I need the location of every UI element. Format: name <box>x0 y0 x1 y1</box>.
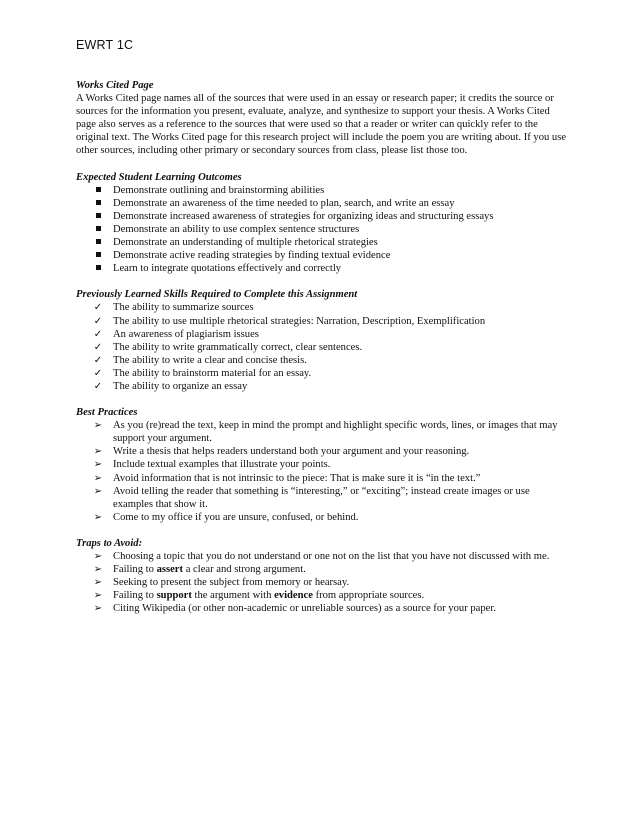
list-item-text: Demonstrate an ability to use complex sentence structures <box>113 223 360 235</box>
list-item-text: As you (re)read the text, keep in mind the prompt and highlight specific words, lines, or images that may support your argument. <box>113 420 558 445</box>
list-item <box>76 563 568 576</box>
checkmark-icon: ✓ <box>93 380 103 392</box>
emphasized-text: assert <box>156 564 184 576</box>
list-item-text: Demonstrate active reading strategies by finding textual evidence <box>113 250 391 262</box>
list-item-text: Learn to integrate quotations effectively and correctly <box>113 263 342 275</box>
skills-section <box>76 288 568 393</box>
list-item-text: the argument with <box>191 590 275 602</box>
arrow-bullet-icon: ➢ <box>93 459 103 471</box>
arrow-bullet-icon: ➢ <box>93 551 103 562</box>
list-item-text: Write a thesis that helps readers understand both your argument and your reasoning. <box>113 446 470 458</box>
square-bullet-icon <box>91 223 105 236</box>
list-item-text: Avoid information that is not intrinsic to the piece: That is make sure it is “in the text.” <box>113 472 481 484</box>
arrow-bullet-icon: ➢ <box>93 590 103 602</box>
list-item-text: Citing Wikipedia (or other non-academic or unreliable sources) as a source for your paper. <box>113 603 496 615</box>
arrow-bullet-icon: ➢ <box>93 485 103 497</box>
list-item-text: Demonstrate outlining and brainstorming abilities <box>113 184 325 196</box>
list-item-text: Failing to <box>113 564 157 576</box>
square-bullet-icon <box>91 236 105 249</box>
list-item <box>76 236 568 249</box>
list-item <box>76 472 568 485</box>
list-item <box>76 341 568 354</box>
list-item <box>76 458 568 471</box>
square-bullet-icon <box>91 249 105 262</box>
skills-list <box>76 301 568 393</box>
list-item-text: Seeking to present the subject from memory or hearsay. <box>113 577 350 589</box>
checkmark-icon: ✓ <box>93 367 103 379</box>
list-item-text: from appropriate sources. <box>312 590 425 602</box>
arrow-bullet-icon: ➢ <box>93 472 103 484</box>
list-item <box>76 550 568 563</box>
list-item <box>76 197 568 210</box>
list-item-text: Include textual examples that illustrate your points. <box>113 459 331 471</box>
arrow-bullet-icon: ➢ <box>93 564 103 576</box>
works-cited-section <box>76 79 568 158</box>
square-bullet-icon <box>91 210 105 223</box>
list-item-text: The ability to write grammatically correct, clear sentences. <box>113 341 363 353</box>
list-item-text: Demonstrate an awareness of the time needed to plan, search, and write an essay <box>113 197 455 209</box>
arrow-bullet-icon: ➢ <box>93 511 103 523</box>
list-item <box>76 380 568 393</box>
best-practices-section <box>76 406 568 524</box>
skills-title: Previously Learned Skills Required to Complete this Assignment <box>76 289 358 301</box>
list-item <box>76 511 568 524</box>
list-item-text: Demonstrate an understanding of multiple rhetorical strategies <box>113 237 378 249</box>
works-cited-title: Works Cited Page <box>76 80 154 91</box>
best-practices-list <box>76 419 568 524</box>
list-item <box>76 445 568 458</box>
course-header: EWRT 1C <box>76 38 134 52</box>
list-item <box>76 210 568 223</box>
list-item <box>76 315 568 328</box>
checkmark-icon: ✓ <box>93 354 103 366</box>
list-item <box>76 301 568 314</box>
list-item <box>76 367 568 380</box>
list-item <box>76 328 568 341</box>
emphasized-text: support <box>156 590 192 602</box>
list-item-text: a clear and strong argument. <box>183 564 306 576</box>
list-item <box>76 249 568 262</box>
list-item <box>76 589 568 602</box>
list-item-text: Demonstrate increased awareness of strategies for organizing ideas and structuring essays <box>113 210 494 222</box>
list-item-text: The ability to organize an essay <box>113 380 248 392</box>
list-item-text: An awareness of plagiarism issues <box>113 328 259 340</box>
outcomes-title: Expected Student Learning Outcomes <box>76 171 242 183</box>
list-item-text: Failing to <box>113 590 157 602</box>
square-bullet-icon <box>91 197 105 210</box>
traps-title: Traps to Avoid: <box>76 537 143 549</box>
arrow-bullet-icon: ➢ <box>93 603 103 615</box>
list-item <box>76 262 568 275</box>
emphasized-text: evidence <box>274 590 313 602</box>
list-item <box>76 602 568 615</box>
arrow-bullet-icon: ➢ <box>93 420 103 432</box>
square-bullet-icon <box>91 262 105 275</box>
outcomes-list <box>76 184 568 276</box>
checkmark-icon: ✓ <box>93 341 103 353</box>
traps-section <box>76 537 568 616</box>
traps-list <box>76 550 568 615</box>
checkmark-icon: ✓ <box>93 328 103 340</box>
list-item-text: Choosing a topic that you do not understand or one not on the list that you have not discussed with me. <box>113 551 550 562</box>
checkmark-icon: ✓ <box>93 302 103 314</box>
list-item-text: The ability to use multiple rhetorical strategies: Narration, Description, Exemplification <box>113 315 486 327</box>
list-item-text: The ability to brainstorm material for an essay. <box>113 367 312 379</box>
list-item-text: The ability to write a clear and concise thesis. <box>113 354 307 366</box>
arrow-bullet-icon: ➢ <box>93 446 103 458</box>
works-cited-paragraph: A Works Cited page names all of the sources that were used in an essay or research paper; it credits the source or sources for the information you present, evaluate, analyze, and synthesize to support your thesis. A Works Cited page also serves as a reference to the sources that were used so that a reader or writer can quickly refer to the original text. The Works Cited page for this research project will include the poem you are writing about. If you use other sources, including other primary or secondary sources from class, please list those too. <box>76 93 567 157</box>
list-item <box>76 354 568 367</box>
list-item <box>76 419 568 445</box>
list-item <box>76 184 568 197</box>
outcomes-section <box>76 171 568 276</box>
list-item <box>76 223 568 236</box>
square-bullet-icon <box>91 184 105 197</box>
list-item <box>76 576 568 589</box>
best-practices-title: Best Practices <box>76 407 138 419</box>
list-item <box>76 485 568 511</box>
checkmark-icon: ✓ <box>93 315 103 327</box>
list-item-text: Avoid telling the reader that something is “interesting,” or “exciting”; instead create images or use examples that show it. <box>113 485 530 510</box>
arrow-bullet-icon: ➢ <box>93 577 103 589</box>
list-item-text: Come to my office if you are unsure, confused, or behind. <box>113 511 359 523</box>
list-item-text: The ability to summarize sources <box>113 302 254 314</box>
document-body <box>76 79 568 628</box>
